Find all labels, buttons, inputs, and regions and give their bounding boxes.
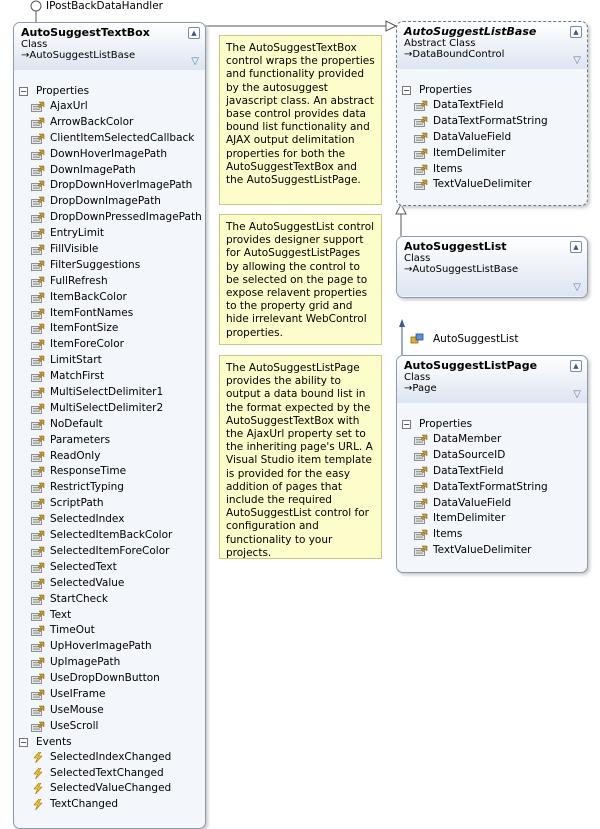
member-label: DropDownHoverImagePath (50, 179, 193, 192)
event-item[interactable] (14, 766, 205, 782)
properties-section-header[interactable]: − Properties (403, 418, 473, 430)
member-label: MultiSelectDelimiter2 (50, 401, 164, 414)
member-label: ResponseTime (50, 465, 127, 478)
collapse-section-icon[interactable]: − (403, 86, 410, 95)
event-icon (31, 783, 45, 794)
member-label: ItemFontSize (50, 322, 119, 335)
member-label: NoDefault (50, 417, 103, 430)
member-label: TextValueDelimiter (433, 178, 532, 191)
member-label: TimeOut (50, 624, 95, 637)
member-label: MultiSelectDelimiter1 (50, 386, 164, 399)
textbox-events-list (14, 750, 205, 814)
collapse-section-icon[interactable]: − (20, 737, 27, 747)
member-label: Items (433, 528, 463, 541)
property-item[interactable] (14, 242, 205, 258)
collapse-section-icon[interactable]: − (20, 87, 27, 96)
member-label: SelectedItemForeColor (50, 544, 170, 557)
member-label: ItemFontNames (50, 306, 134, 319)
member-label: SelectedValueChanged (50, 782, 172, 795)
event-icon (31, 799, 45, 810)
property-icon (31, 498, 45, 509)
member-label: TextValueDelimiter (433, 544, 532, 557)
property-icon (31, 562, 45, 573)
property-item[interactable] (397, 543, 587, 559)
member-label: SelectedItemBackColor (50, 529, 173, 542)
textbox-properties-list (14, 99, 205, 735)
member-label: ItemDelimiter (433, 512, 506, 525)
property-icon (414, 513, 428, 524)
property-item[interactable] (14, 623, 205, 639)
event-icon (31, 752, 45, 763)
property-icon (414, 148, 428, 159)
filter-icon[interactable]: ▽ (573, 282, 581, 293)
member-label: UseMouse (50, 703, 104, 716)
member-label: UseIFrame (50, 687, 106, 700)
property-icon (414, 498, 428, 509)
property-icon (414, 482, 428, 493)
property-icon (31, 276, 45, 287)
property-icon (31, 228, 45, 239)
property-icon (31, 530, 45, 541)
class-kind: Class (404, 372, 431, 383)
property-icon (414, 434, 428, 445)
property-icon (414, 545, 428, 556)
property-item[interactable] (14, 99, 205, 115)
class-base: → Page (404, 383, 581, 394)
member-label: Text (50, 608, 72, 621)
event-item[interactable] (14, 781, 205, 797)
member-label: ItemForeColor (50, 338, 124, 351)
collapse-icon[interactable]: ▲ (188, 27, 200, 39)
member-label: DataTextField (433, 464, 504, 477)
property-icon (31, 292, 45, 303)
property-item[interactable] (397, 146, 587, 162)
property-item[interactable] (14, 163, 205, 179)
property-icon (31, 165, 45, 176)
class-title: AutoSuggestListPage (404, 359, 538, 372)
property-item[interactable] (397, 162, 587, 178)
member-label: SelectedValue (50, 576, 125, 589)
class-base: → AutoSuggestListBase (21, 50, 199, 61)
property-icon (31, 466, 45, 477)
member-label: DownImagePath (50, 163, 136, 176)
member-label: DataTextFormatString (433, 480, 548, 493)
member-label: ItemBackColor (50, 290, 127, 303)
property-icon (31, 689, 45, 700)
member-label: DataValueField (433, 496, 512, 509)
property-item[interactable] (397, 511, 587, 527)
property-item[interactable] (14, 687, 205, 703)
member-label: DataMember (433, 433, 502, 445)
member-label: FillVisible (50, 243, 99, 256)
member-label: ArrowBackColor (50, 115, 134, 128)
class-header (397, 356, 587, 403)
property-icon (31, 514, 45, 525)
member-label: RestrictTyping (50, 481, 124, 494)
member-label: StartCheck (50, 592, 108, 605)
property-icon (31, 578, 45, 589)
member-label: SelectedTextChanged (50, 766, 164, 779)
event-item[interactable] (14, 750, 205, 766)
property-item[interactable] (14, 226, 205, 242)
member-label: EntryLimit (50, 227, 104, 240)
property-icon (414, 529, 428, 540)
property-item[interactable] (14, 147, 205, 163)
property-item[interactable] (14, 131, 205, 147)
property-item[interactable] (14, 449, 205, 465)
autosuggestlist-class-box[interactable] (396, 236, 588, 298)
property-item[interactable] (14, 385, 205, 401)
member-label: DownHoverImagePath (50, 147, 168, 160)
property-item[interactable] (14, 576, 205, 592)
property-icon (31, 482, 45, 493)
member-label: SelectedIndexChanged (50, 750, 172, 763)
property-icon (31, 641, 45, 652)
class-base: → AutoSuggestListBase (404, 264, 581, 275)
property-icon (31, 657, 45, 668)
property-item[interactable] (14, 608, 205, 624)
property-item[interactable] (14, 496, 205, 512)
member-label: SelectedIndex (50, 513, 125, 526)
property-item[interactable] (14, 655, 205, 671)
member-label: UpImagePath (50, 656, 121, 669)
class-header (397, 237, 587, 296)
property-item[interactable] (14, 512, 205, 528)
property-item[interactable] (14, 178, 205, 194)
member-label: FullRefresh (50, 274, 108, 287)
property-icon (31, 323, 45, 334)
member-label: ClientItemSelectedCallback (50, 131, 195, 144)
event-item[interactable] (14, 797, 205, 813)
property-item[interactable] (397, 177, 587, 193)
property-item[interactable] (14, 480, 205, 496)
class-kind: Abstract Class (404, 38, 476, 49)
filter-icon[interactable]: ▽ (573, 389, 581, 400)
property-icon (414, 100, 428, 111)
member-label: DropDownImagePath (50, 195, 161, 208)
property-icon (31, 387, 45, 398)
property-item[interactable] (14, 671, 205, 687)
property-icon (31, 721, 45, 732)
property-item[interactable] (397, 448, 587, 464)
property-item[interactable] (397, 114, 587, 130)
collapse-icon[interactable]: ▲ (570, 241, 582, 253)
property-item[interactable] (14, 560, 205, 576)
member-label: ItemDelimiter (433, 146, 506, 159)
member-label: UseDropDownButton (50, 672, 160, 685)
property-icon (31, 371, 45, 382)
property-item[interactable] (14, 401, 205, 417)
collapse-icon[interactable]: ▲ (570, 26, 582, 38)
property-icon (31, 673, 45, 684)
property-item[interactable] (14, 258, 205, 274)
property-icon (31, 308, 45, 319)
property-icon (31, 610, 45, 621)
listpage-properties-list (397, 432, 587, 559)
member-label: Items (433, 162, 463, 175)
member-label: ReadOnly (50, 449, 101, 462)
member-label: UseScroll (50, 719, 99, 732)
property-icon (31, 212, 45, 223)
member-label: UpHoverImagePath (50, 640, 152, 653)
interface-label: IPostBackDataHandler (46, 0, 163, 12)
member-label: DataTextFormatString (433, 114, 548, 127)
class-base: → DataBoundControl (404, 49, 581, 60)
property-icon (31, 705, 45, 716)
member-label: FilterSuggestions (50, 258, 141, 271)
property-item[interactable] (14, 290, 205, 306)
property-item[interactable] (14, 639, 205, 655)
autosuggesttextbox-class-box[interactable] (13, 22, 206, 829)
property-icon (414, 164, 428, 175)
property-icon (31, 149, 45, 160)
property-item[interactable] (397, 496, 587, 512)
property-item[interactable] (14, 544, 205, 560)
property-icon (31, 244, 45, 255)
member-label: AjaxUrl (50, 100, 88, 112)
autosuggestlistpage-class-box[interactable] (396, 355, 588, 573)
member-label: SelectedText (50, 560, 117, 573)
properties-section-header[interactable]: − Properties (20, 85, 90, 97)
autosuggestlistbase-class-box[interactable] (396, 21, 588, 206)
property-item[interactable] (397, 464, 587, 480)
property-icon (414, 179, 428, 190)
class-title: AutoSuggestList (404, 240, 507, 253)
property-item[interactable] (14, 115, 205, 131)
class-header (397, 22, 587, 69)
property-icon (31, 101, 45, 112)
property-icon (31, 133, 45, 144)
filter-icon[interactable]: ▽ (573, 55, 581, 66)
events-section-header[interactable]: − Events (20, 735, 72, 748)
class-header (14, 23, 205, 70)
class-title: AutoSuggestListBase (404, 25, 537, 38)
property-icon (31, 546, 45, 557)
property-item[interactable] (14, 592, 205, 608)
property-icon (31, 403, 45, 414)
property-item[interactable] (14, 321, 205, 337)
property-item[interactable] (14, 210, 205, 226)
property-icon (31, 594, 45, 605)
property-item[interactable] (14, 306, 205, 322)
property-item[interactable] (14, 369, 205, 385)
property-item[interactable] (14, 528, 205, 544)
property-item[interactable] (14, 719, 205, 735)
member-label: DropDownPressedImagePath (50, 211, 202, 224)
property-icon (31, 339, 45, 350)
properties-section-header[interactable]: − Properties (403, 84, 473, 96)
property-icon (414, 450, 428, 461)
property-item[interactable] (397, 480, 587, 496)
property-item[interactable] (14, 274, 205, 290)
property-item[interactable] (14, 337, 205, 353)
class-kind: Class (21, 39, 48, 50)
class-title: AutoSuggestTextBox (21, 26, 150, 39)
property-item[interactable] (397, 432, 587, 448)
property-icon (31, 355, 45, 366)
member-label: Parameters (50, 433, 111, 446)
property-icon (31, 625, 45, 636)
property-icon (31, 451, 45, 462)
property-item[interactable] (14, 433, 205, 449)
member-label: LimitStart (50, 354, 102, 367)
property-item[interactable] (397, 527, 587, 543)
property-item[interactable] (14, 353, 205, 369)
property-icon (414, 466, 428, 477)
property-item[interactable] (14, 464, 205, 480)
event-icon (31, 768, 45, 779)
association-label: AutoSuggestList (433, 333, 519, 345)
property-item[interactable] (14, 417, 205, 433)
property-icon (31, 435, 45, 446)
member-label: TextChanged (50, 798, 119, 811)
listbase-properties-list (397, 98, 587, 193)
property-icon (414, 116, 428, 127)
property-item[interactable] (397, 130, 587, 146)
class-kind: Class (404, 253, 431, 264)
member-label: MatchFirst (50, 370, 105, 383)
property-item[interactable] (14, 703, 205, 719)
property-icon (31, 260, 45, 271)
note-listpage: The AutoSuggestListPage provides the ability to output a data bound list in the format expected by the AutoSuggestTextBox with the AjaxUrl property set to the inheriting page's URL. A Visual Studio item template is provided for the easy addition of pages that include the required AutoSuggestList control for configuration and functionality to your projects. (219, 355, 382, 559)
filter-icon[interactable]: ▽ (191, 56, 199, 67)
property-icon (414, 132, 428, 143)
collapse-icon[interactable]: ▲ (570, 360, 582, 372)
property-item[interactable] (14, 194, 205, 210)
member-label: DataSourceID (433, 448, 506, 461)
member-label: DataValueField (433, 130, 512, 143)
property-icon (31, 180, 45, 191)
property-icon (31, 196, 45, 207)
collapse-section-icon[interactable]: − (403, 420, 410, 429)
property-icon (31, 117, 45, 128)
member-label: ScriptPath (50, 497, 104, 510)
association-icon (410, 333, 424, 345)
property-item[interactable] (397, 98, 587, 114)
note-list: The AutoSuggestList control provides designer support for AutoSuggestListPages by allowing the control to be selected on the page to expose relavent properties to the property grid and hide irrelevant WebControl properties. (219, 214, 382, 345)
property-icon (31, 419, 45, 430)
member-label: DataTextField (433, 99, 504, 111)
note-textbox: The AutoSuggestTextBox control wraps the properties and functionality provided by the autosuggest javascript class. An abstract base control provides data bound list functionality and AJAX output delimitation properties for both the AutoSuggestTextBox and the AutoSuggestListPage. (219, 35, 382, 205)
